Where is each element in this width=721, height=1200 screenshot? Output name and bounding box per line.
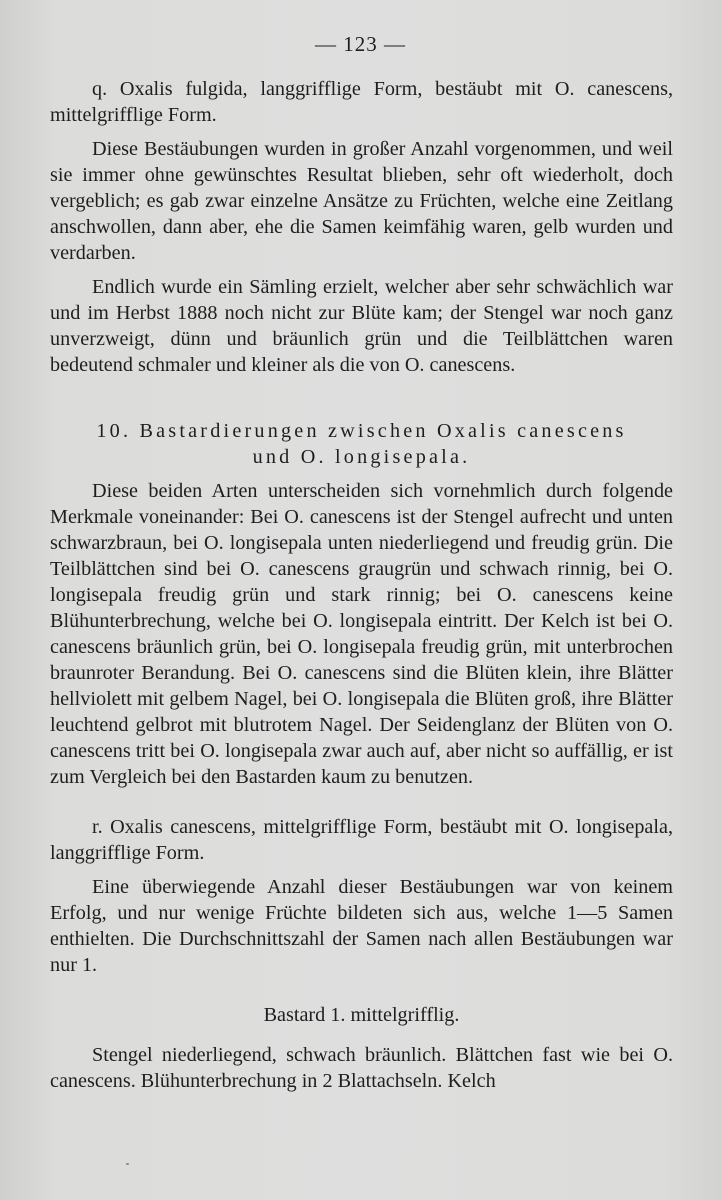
paragraph: Stengel niederliegend, schwach bräunlich. Blättchen fast wie bei O. canescens. Blühunterbrechung in 2 Blattachseln. Kelch [50, 1044, 673, 1092]
paragraph: Diese Bestäubungen wurden in großer Anzahl vorgenommen, und weil sie immer ohne gewünschtes Resultat blieben, sehr oft wiederholt, doch vergeblich; es gab zwar einzelne Ansätze zu Früchten, welche eine Zeitlang anschwollen, dann aber, ehe die Samen keimfähig waren, gelb wurden und verdarben. [50, 138, 673, 264]
paragraph-q-heading: q. Oxalis fulgida, langgrifflige Form, bestäubt mit O. canescens, mittelgrifflige Form. [50, 78, 673, 126]
subheading: Bastard 1. mittelgrifflig. [263, 1004, 460, 1026]
paragraph: Endlich wurde ein Sämling erzielt, welcher aber sehr schwächlich war und im Herbst 1888 noch nicht zur Blüte kam; der Stengel war noch ganz unverzweigt, dünn und bräunlich grün und die Teilblättchen waren bedeutend schmaler und kleiner als die von O. canescens. [50, 276, 673, 376]
paper-speck [126, 1163, 129, 1165]
page-body [50, 76, 673, 1094]
section-heading [50, 418, 673, 470]
section-heading-line-2: und O. longisepala. [252, 446, 471, 468]
paragraph: Diese beiden Arten unterscheiden sich vornehmlich durch folgende Merkmale voneinander: Bei O. canescens ist der Stengel aufrecht und unten schwarzbraun, bei O. longisepala unten niederliegend und freudig grün. Die Teilblättchen sind bei O. canescens graugrün und schwach rinnig, bei O. longisepala freudig grün und stark rinnig; bei O. canescens keine Blühunterbrechung, welche bei O. longisepala eintritt. Der Kelch ist bei O. canescens bräunlich grün, bei O. longisepala freudig grün, mit unterbrochen braunroter Berandung. Bei O. canescens sind die Blüten klein, ihre Blätter hellviolett mit gelbem Nagel, bei O. longisepala die Blüten groß, ihre Blätter leuchtend gelbrot mit blutrotem Nagel. Der Seidenglanz der Blüten von O. canescens tritt bei O. longisepala zwar auch auf, aber nicht so auffällig, er ist zum Vergleich bei den Bastarden kaum zu benutzen. [50, 480, 673, 788]
section-heading-line-1: 10. Bastardierungen zwischen Oxalis canescens [96, 420, 627, 442]
page-number: — 123 — [315, 32, 406, 56]
paragraph-r-heading: r. Oxalis canescens, mittelgrifflige Form, bestäubt mit O. longisepala, langgrifflige Form. [50, 816, 673, 864]
paragraph: Eine überwiegende Anzahl dieser Bestäubungen war von keinem Erfolg, und nur wenige Früchte bildeten sich aus, welche 1—5 Samen enthielten. Die Durchschnittszahl der Samen nach allen Bestäubungen war nur 1. [50, 876, 673, 976]
